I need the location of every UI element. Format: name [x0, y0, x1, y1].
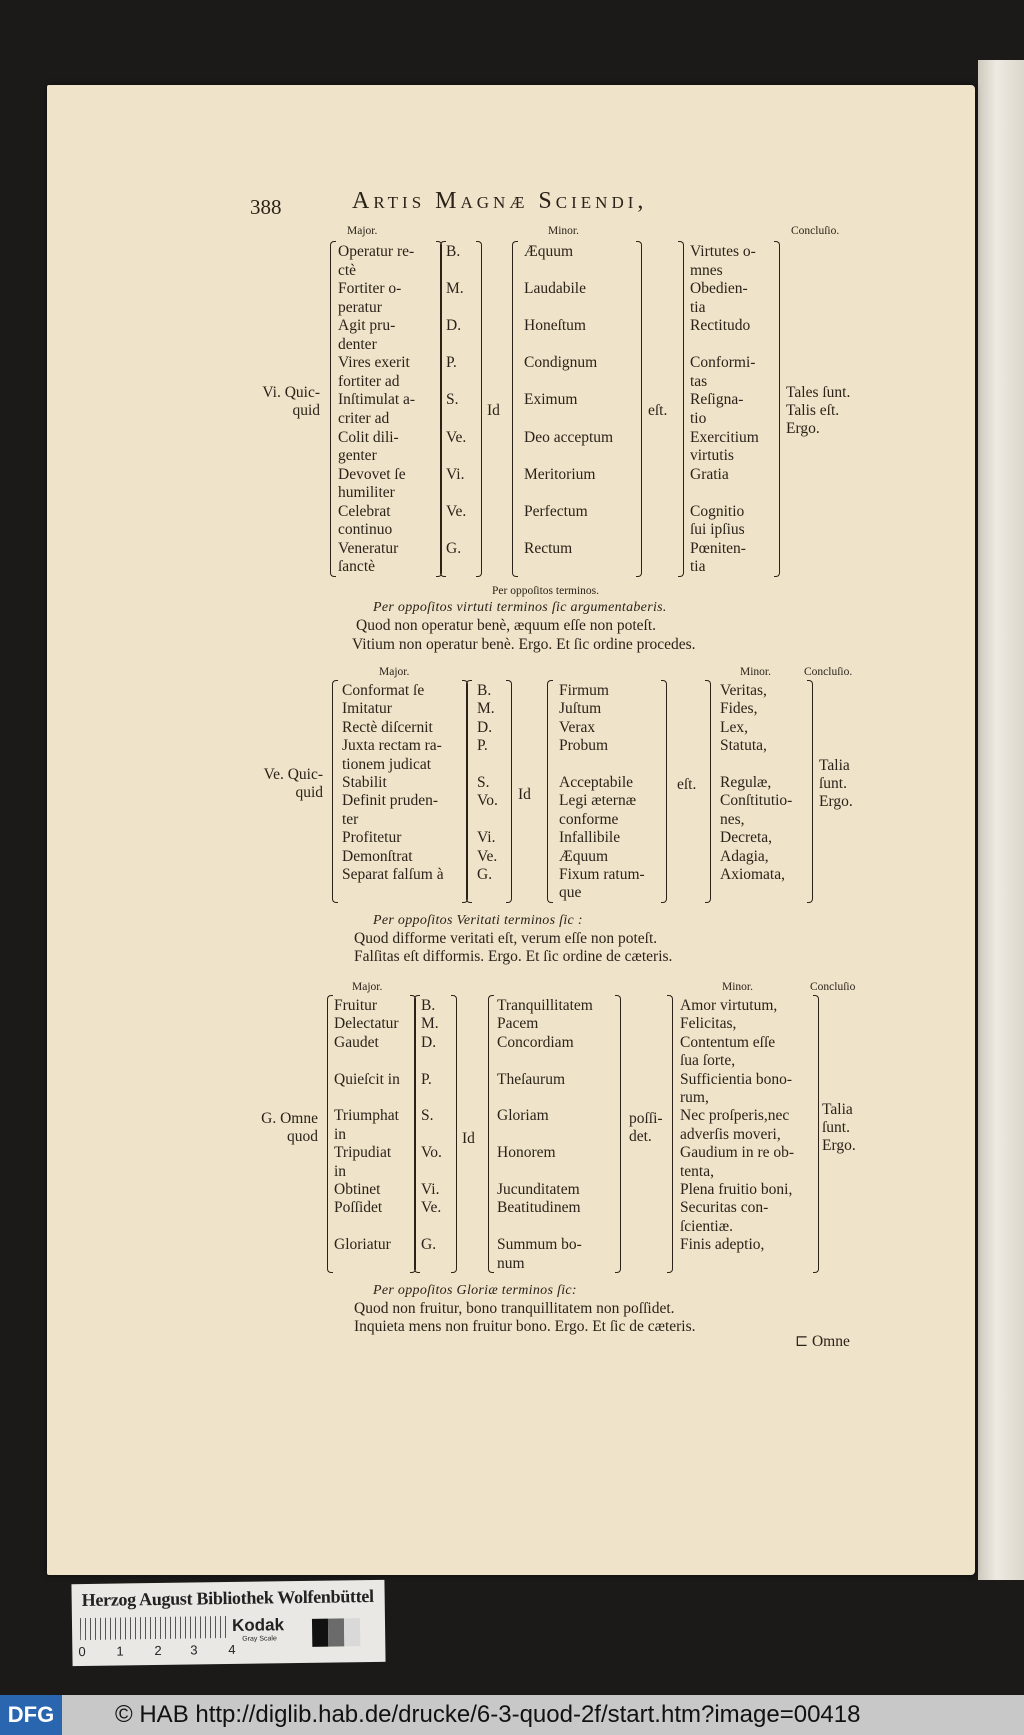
major-term: Stabilit	[342, 774, 387, 791]
major-term: ctè	[338, 261, 357, 279]
conclusion-term: ſcientiæ.	[680, 1217, 733, 1235]
scale-number: 0	[78, 1643, 86, 1660]
conclusion-term: Securitas con-	[680, 1199, 769, 1217]
bracket-line	[547, 680, 553, 903]
gray-scale-label: Gray Scale	[242, 1635, 277, 1643]
conclusion-term: ſui ipſius	[690, 521, 745, 539]
minor-term: Beatitudinem	[497, 1199, 581, 1217]
major-term: continuo	[338, 521, 393, 539]
bracket-line	[661, 680, 667, 903]
major-term: Triumphat	[334, 1107, 399, 1125]
kodak-logo: Kodak	[231, 1615, 285, 1635]
argument-line: Inquieta mens non fruitur bono. Ergo. Et ſic de cæteris.	[354, 1318, 696, 1335]
minor-term: Concordiam	[497, 1033, 574, 1051]
conclusion-statement: ſunt.	[819, 775, 847, 792]
major-term: Celebrat	[338, 502, 391, 520]
major-term: Imitatur	[342, 700, 392, 718]
major-term: ſanctè	[338, 558, 376, 576]
major-term: denter	[338, 335, 377, 353]
minor-term: Rectum	[524, 539, 573, 557]
bracket-line	[506, 680, 512, 903]
bracket-line	[705, 680, 711, 903]
conclusion-term: rum,	[680, 1089, 709, 1106]
connector-id: Id	[487, 402, 500, 419]
letter-code: G.	[477, 866, 493, 883]
copyright-link[interactable]: © HAB http://diglib.hab.de/drucke/6-3-quod-2f/start.htm?image=00418	[115, 1701, 861, 1728]
major-term: Colit dili-	[338, 428, 399, 446]
conclusion-term: Sufficientia bono-	[680, 1070, 793, 1088]
conclusion-statement: Ergo.	[786, 420, 820, 437]
argument-line: Quod difforme veritati eſt, verum eſſe non poteſt.	[354, 930, 658, 947]
bracket-line	[667, 995, 673, 1273]
minor-term: Gloriam	[497, 1107, 549, 1125]
argument-line: Vitium non operatur benè. Ergo. Et ſic ordine procedes.	[352, 636, 696, 653]
major-term: in	[334, 1125, 347, 1143]
bracket-line	[466, 680, 472, 903]
letter-code: B.	[421, 997, 436, 1014]
bracket-line	[678, 241, 684, 577]
major-term: Quieſcit in	[334, 1070, 400, 1088]
minor-term: Summum bo-	[497, 1236, 582, 1254]
dfg-logo: DFG	[0, 1695, 62, 1735]
color-calibration-card	[71, 1580, 385, 1666]
major-term: fortiter ad	[338, 372, 400, 390]
conclusion-term: Felicitas,	[680, 1015, 737, 1033]
letter-code: G.	[446, 539, 462, 557]
bracket-line	[476, 241, 482, 577]
minor-term: Theſaurum	[497, 1070, 566, 1088]
bracket-line	[327, 995, 333, 1273]
minor-term: Honeſtum	[524, 317, 586, 335]
page-number: 388	[250, 195, 282, 219]
letter-code: Vi.	[446, 465, 465, 483]
conclusion-statement: ſunt.	[822, 1119, 850, 1136]
major-term: in	[334, 1162, 347, 1180]
letter-code: Ve.	[446, 428, 467, 446]
conclusion-term: Statuta,	[720, 737, 767, 755]
major-term: Poſſidet	[334, 1199, 383, 1217]
major-term: Fruitur	[334, 997, 378, 1014]
letter-code: D.	[477, 718, 493, 736]
conclusion-term: Pœniten-	[690, 539, 746, 557]
connector-verb: eſt.	[648, 402, 668, 419]
footnote-label: Per oppoſitos terminos.	[492, 585, 600, 597]
major-term: Agit pru-	[338, 317, 396, 335]
conclusion-term: Contentum eſſe	[680, 1033, 776, 1051]
conclusion-statement: Tales ſunt.	[786, 384, 851, 401]
conclusion-term: tas	[690, 372, 708, 390]
conclusion-term: Amor virtutum,	[680, 997, 778, 1014]
minor-term: Deo acceptum	[524, 428, 614, 446]
minor-term: Æquum	[524, 243, 574, 260]
letter-code: M.	[421, 1015, 439, 1033]
conclusion-term: Exercitium	[690, 428, 759, 446]
major-term: criter ad	[338, 409, 390, 427]
letter-code: Vi.	[421, 1181, 440, 1198]
minor-term: Juſtum	[559, 700, 602, 718]
library-name: Herzog August Bibliothek Wolfenbüttel	[81, 1585, 374, 1611]
connector-verb: det.	[629, 1128, 652, 1145]
letter-code: Ve.	[421, 1199, 442, 1217]
major-term: Veneratur	[338, 539, 399, 557]
letter-code: S.	[421, 1107, 434, 1125]
minor-term: Honorem	[497, 1144, 556, 1162]
minor-term: Perfectum	[524, 502, 588, 520]
connector-id: Id	[462, 1130, 475, 1147]
letter-code: P.	[477, 737, 488, 755]
letter-code: Vo.	[421, 1144, 442, 1162]
column-header-major: Major.	[347, 225, 378, 237]
conclusion-term: Plena fruitio boni,	[680, 1181, 793, 1198]
major-term: Juxta rectam ra-	[342, 737, 442, 755]
letter-code: D.	[446, 317, 462, 335]
bracket-line	[636, 241, 642, 577]
conclusion-term: Veritas,	[720, 682, 767, 699]
major-term: Inſtimulat a-	[338, 391, 416, 409]
subject-term: quid	[295, 784, 323, 801]
bracket-line	[440, 241, 446, 577]
major-term: humiliter	[338, 484, 395, 502]
major-term: ter	[342, 810, 359, 828]
bracket-line	[451, 995, 457, 1273]
conclusion-term: Decreta,	[720, 829, 773, 847]
subject-term: quid	[292, 402, 320, 419]
major-term: Operatur re-	[338, 243, 415, 260]
subject-term: G. Omne	[261, 1110, 318, 1127]
bracket-line	[330, 241, 336, 577]
minor-term: Firmum	[559, 682, 609, 699]
letter-code: S.	[477, 774, 490, 791]
major-term: Profitetur	[342, 829, 402, 847]
bracket-line	[512, 241, 518, 577]
minor-term: Meritorium	[524, 465, 596, 483]
major-term: Tripudiat	[334, 1144, 392, 1162]
major-term: peratur	[338, 298, 382, 316]
connector-id: Id	[518, 786, 531, 803]
minor-term: Æquum	[559, 847, 609, 865]
minor-term: Laudabile	[524, 280, 586, 298]
conclusion-term: Nec proſperis,nec	[680, 1107, 790, 1125]
conclusion-term: Cognitio	[690, 502, 745, 520]
major-term: Demonſtrat	[342, 847, 413, 865]
conclusion-term: Lex,	[720, 718, 748, 736]
conclusion-term: Gaudium in re ob-	[680, 1144, 795, 1162]
minor-term: Eximum	[524, 391, 578, 409]
subject-term: Ve. Quic-	[263, 766, 323, 783]
adjacent-page-edge	[978, 60, 1024, 1580]
conclusion-statement: Talis eſt.	[786, 402, 840, 419]
conclusion-term: Conſtitutio-	[720, 792, 793, 810]
connector-verb: poſſi-	[629, 1110, 663, 1127]
conclusion-term: tio	[690, 409, 707, 427]
minor-term: Condignum	[524, 354, 598, 372]
minor-term: Tranquillitatem	[497, 997, 593, 1014]
major-term: genter	[338, 447, 377, 465]
connector-verb: eſt.	[677, 776, 697, 793]
conclusion-term: mnes	[690, 261, 723, 279]
major-term: Gaudet	[334, 1033, 379, 1051]
column-header-minor: Minor.	[722, 981, 753, 993]
letter-code: B.	[477, 682, 492, 699]
ruler-scale	[80, 1616, 228, 1640]
major-term: Vires exerit	[338, 354, 410, 372]
scale-number: 3	[190, 1642, 198, 1658]
minor-term: que	[559, 884, 582, 902]
scale-number: 1	[116, 1643, 124, 1659]
letter-code: Ve.	[446, 502, 467, 520]
letter-code: G.	[421, 1236, 437, 1254]
subject-term: quod	[287, 1128, 318, 1145]
conclusion-term: adverſis moveri,	[680, 1125, 781, 1143]
letter-code: M.	[477, 700, 495, 718]
bracket-line	[488, 995, 494, 1273]
argument-line: Quod non fruitur, bono tranquillitatem non poſſidet.	[354, 1300, 675, 1317]
conclusion-term: Adagia,	[720, 847, 769, 865]
conclusion-term: virtutis	[690, 447, 734, 465]
subject-term: Vi. Quic-	[262, 384, 320, 401]
letter-code: M.	[446, 280, 464, 298]
bracket-line	[813, 995, 819, 1273]
minor-term: Acceptabile	[559, 774, 634, 791]
letter-code: S.	[446, 391, 459, 409]
column-header-conclusio: Concluſio.	[804, 666, 853, 678]
conclusion-statement: Talia	[819, 757, 850, 774]
minor-term: conforme	[559, 810, 619, 828]
letter-code: Vo.	[477, 792, 498, 810]
major-term: Gloriatur	[334, 1236, 391, 1254]
catchword: ⊏ Omne	[795, 1333, 850, 1350]
column-header-major: Major.	[379, 666, 410, 678]
letter-code: P.	[421, 1070, 432, 1088]
letter-code: P.	[446, 354, 457, 372]
gray-swatch-black	[312, 1619, 328, 1647]
conclusion-statement: Ergo.	[822, 1137, 856, 1154]
conclusion-term: Reſigna-	[690, 391, 744, 409]
minor-term: Jucunditatem	[497, 1181, 580, 1198]
running-title: Artis Magnæ Sciendi,	[352, 188, 648, 214]
bracket-line	[774, 241, 780, 577]
minor-term: num	[497, 1254, 525, 1272]
major-term: Definit pruden-	[342, 792, 438, 810]
column-header-major: Major.	[352, 981, 383, 993]
letter-code: Ve.	[477, 847, 498, 865]
conclusion-term: nes,	[720, 810, 745, 828]
letter-code: D.	[421, 1033, 437, 1051]
conclusion-term: ſua ſorte,	[680, 1052, 736, 1070]
minor-term: Legi æternæ	[559, 792, 637, 810]
conclusion-term: Virtutes o-	[690, 243, 756, 260]
major-term: Fortiter o-	[338, 280, 402, 298]
footer-bar	[0, 1695, 1024, 1735]
argument-intro: Per oppoſitos virtuti terminos ſic argumentaberis.	[373, 600, 667, 615]
minor-term: Verax	[559, 718, 596, 736]
minor-term: Pacem	[497, 1015, 539, 1033]
minor-term: Probum	[559, 737, 609, 755]
bracket-line	[615, 995, 621, 1273]
column-header-conclusio: Concluſio.	[791, 225, 840, 237]
column-header-minor: Minor.	[548, 225, 579, 237]
major-term: tionem judicat	[342, 755, 432, 773]
bracket-line	[414, 995, 420, 1273]
argument-intro: Per oppoſitos Veritati terminos ſic :	[373, 913, 583, 928]
conclusion-term: Conformi-	[690, 354, 756, 372]
conclusion-term: Finis adeptio,	[680, 1236, 765, 1254]
conclusion-term: Regulæ,	[720, 774, 772, 791]
minor-term: Infallibile	[559, 829, 621, 847]
major-term: Separat falſum à	[342, 866, 444, 883]
column-header-minor: Minor.	[740, 666, 771, 678]
major-term: Conformat ſe	[342, 682, 425, 699]
major-term: Devovet ſe	[338, 465, 406, 483]
letter-code: B.	[446, 243, 461, 260]
major-term: Rectè diſcernit	[342, 718, 433, 736]
major-term: Delectatur	[334, 1015, 399, 1033]
scale-number: 4	[228, 1641, 236, 1658]
conclusion-term: tia	[690, 558, 706, 576]
minor-term: Fixum ratum-	[559, 866, 645, 883]
gray-swatch-light	[344, 1618, 360, 1646]
conclusion-term: Obedien-	[690, 280, 748, 298]
gray-swatch-mid	[328, 1618, 344, 1646]
conclusion-term: Axiomata,	[720, 866, 785, 883]
conclusion-term: Rectitudo	[690, 317, 751, 335]
conclusion-term: tia	[690, 298, 706, 316]
bracket-line	[807, 680, 813, 903]
argument-line: Falſitas eſt difformis. Ergo. Et ſic ordine de cæteris.	[354, 948, 673, 965]
letter-code: Vi.	[477, 829, 496, 847]
conclusion-statement: Talia	[822, 1101, 853, 1118]
argument-intro: Per oppoſitos Gloriæ terminos ſic:	[373, 1283, 577, 1298]
bracket-line	[332, 680, 338, 903]
scale-number: 2	[154, 1642, 162, 1659]
conclusion-term: tenta,	[680, 1162, 714, 1180]
major-term: Obtinet	[334, 1181, 381, 1198]
argument-line: Quod non operatur benè, æquum eſſe non poteſt.	[356, 617, 657, 634]
conclusion-term: Gratia	[690, 465, 729, 483]
column-header-conclusio: Concluſio	[810, 981, 856, 993]
conclusion-statement: Ergo.	[819, 793, 853, 810]
conclusion-term: Fides,	[720, 700, 758, 718]
